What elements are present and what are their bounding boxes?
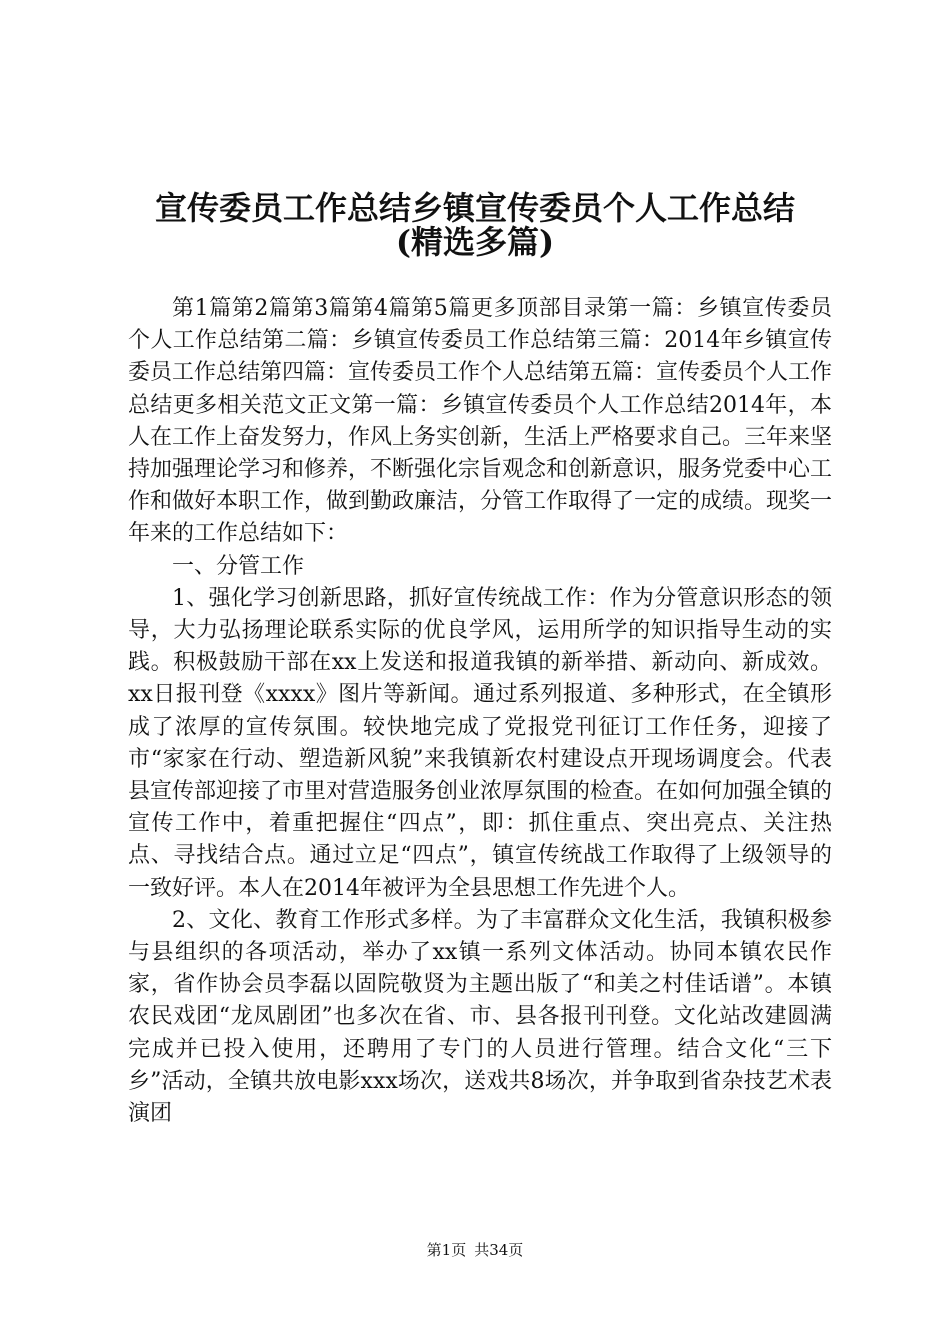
document-body [128,293,832,1130]
page-number: 第1页 [426,1241,467,1259]
section-heading: 一、分管工作 [172,553,305,579]
page-total: 共34页 [474,1241,524,1259]
page-footer [0,1240,950,1260]
paragraph-item-2: 2、文化、教育工作形式多样。为了丰富群众文化生活，我镇积极参与县组织的各项活动，举办了xx镇一系列文体活动。协同本镇农民作家，省作协会员李磊以固院敬贤为主题出版了“和美之村佳话谱”。本镇农民戏团“龙凤剧团”也多次在省、市、县各报刊刊登。文化站改建圆满完成并已投入使用，还聘用了专门的人员进行管理。结合文化“三下乡”活动，全镇共放电影xxx场次，送戏共8场次，并争取到省杂技艺术表演团 [128,907,832,1127]
paragraph-item-1: 1、强化学习创新思路，抓好宣传统战工作：作为分管意识形态的领导，大力弘扬理论联系实际的优良学风，运用所学的知识指导生动的实践。积极鼓励干部在xx上发送和报道我镇的新举措、新动向、新成效。xx日报刊登《xxxx》图片等新闻。通过系列报道、多种形式，在全镇形成了浓厚的宣传氛围。较快地完成了党报党刊征订工作任务，迎接了市“家家在行动、塑造新风貌”来我镇新农村建设点开现场调度会。代表县宣传部迎接了市里对营造服务创业浓厚氛围的检查。在如何加强全镇的宣传工作中，着重把握住“四点”，即：抓住重点、突出亮点、关注热点、寻找结合点。通过立足“四点”，镇宣传统战工作取得了上级领导的一致好评。本人在2014年被评为全县思想工作先进个人。 [128,585,833,901]
paragraph-toc-intro: 第1篇第2篇第3篇第4篇第5篇更多顶部目录第一篇：乡镇宣传委员个人工作总结第二篇：乡镇宣传委员工作总结第三篇：2014年乡镇宣传委员工作总结第四篇：宣传委员工作个人总结第五篇：宣传委员个人工作总结更多相关范文正文第一篇：乡镇宣传委员个人工作总结2014年，本人在工作上奋发努力，作风上务实创新，生活上严格要求自己。三年来坚持加强理论学习和修养，不断强化宗旨观念和创新意识，服务党委中心工作和做好本职工作，做到勤政廉洁，分管工作取得了一定的成绩。现奖一年来的工作总结如下： [128,296,833,547]
document-subtitle: (精选多篇) [395,223,555,261]
document-title: 宣传委员工作总结乡镇宣传委员个人工作总结 [154,189,795,227]
